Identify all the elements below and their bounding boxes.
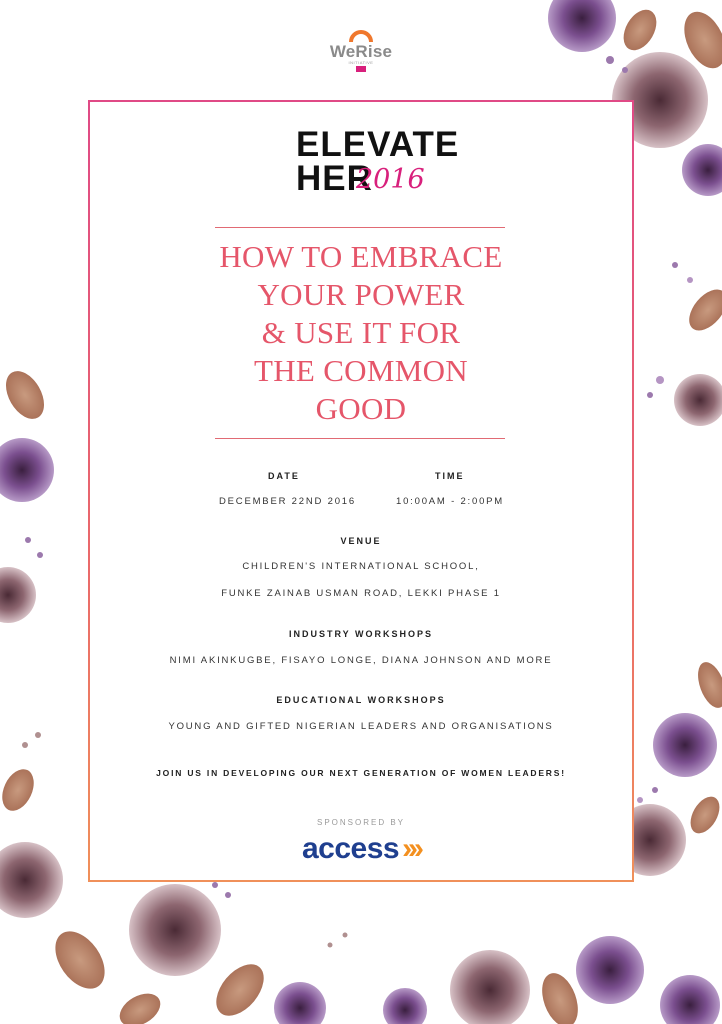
headline-line: YOUR POWER [257, 277, 465, 312]
date-value: DECEMBER 22ND 2016 [219, 496, 356, 507]
divider-top [215, 227, 505, 228]
headline [0, 238, 722, 428]
logo-base-icon [356, 66, 366, 72]
educational-workshops-value: YOUNG AND GIFTED NIGERIAN LEADERS AND ORGANISATIONS [168, 721, 554, 732]
headline-line: HOW TO EMBRACE [219, 239, 503, 274]
educational-workshops-label: EDUCATIONAL WORKSHOPS [276, 695, 446, 705]
call-to-action: JOIN US IN DEVELOPING OUR NEXT GENERATION OF WOMEN LEADERS! [156, 768, 566, 778]
divider-bottom [215, 438, 505, 439]
sponsor-name: access [301, 832, 400, 865]
venue-line2: FUNKE ZAINAB USMAN ROAD, LEKKI PHASE 1 [221, 588, 501, 599]
event-title-line1: ELEVATE [296, 125, 460, 164]
headline-line: THE COMMON [254, 353, 468, 388]
industry-workshops-label: INDUSTRY WORKSHOPS [288, 629, 433, 639]
content-frame [88, 100, 634, 882]
industry-workshops-value: NIMI AKINKUGBE, FISAYO LONGE, DIANA JOHNSON AND MORE [169, 655, 553, 666]
time-label: TIME [435, 471, 465, 481]
logo-name: WeRise [329, 42, 393, 61]
sponsored-by-label: SPONSORED BY [316, 818, 405, 827]
venue-label: VENUE [340, 536, 382, 546]
event-title-line2: HER [296, 159, 373, 198]
headline-line: & USE IT FOR [261, 315, 461, 350]
event-year: 2016 [356, 164, 425, 195]
logo-arc-icon [348, 30, 374, 42]
sponsor-arrows-icon: ››› [402, 832, 421, 865]
logo-subtitle: INITIATIVE [348, 60, 374, 65]
time-value: 10:00AM - 2:00PM [396, 496, 505, 507]
venue-line1: CHILDREN'S INTERNATIONAL SCHOOL, [242, 561, 480, 572]
access-bank-logo [0, 832, 722, 866]
headline-line: GOOD [315, 391, 407, 426]
werise-logo [0, 30, 722, 78]
date-label: DATE [268, 471, 300, 481]
